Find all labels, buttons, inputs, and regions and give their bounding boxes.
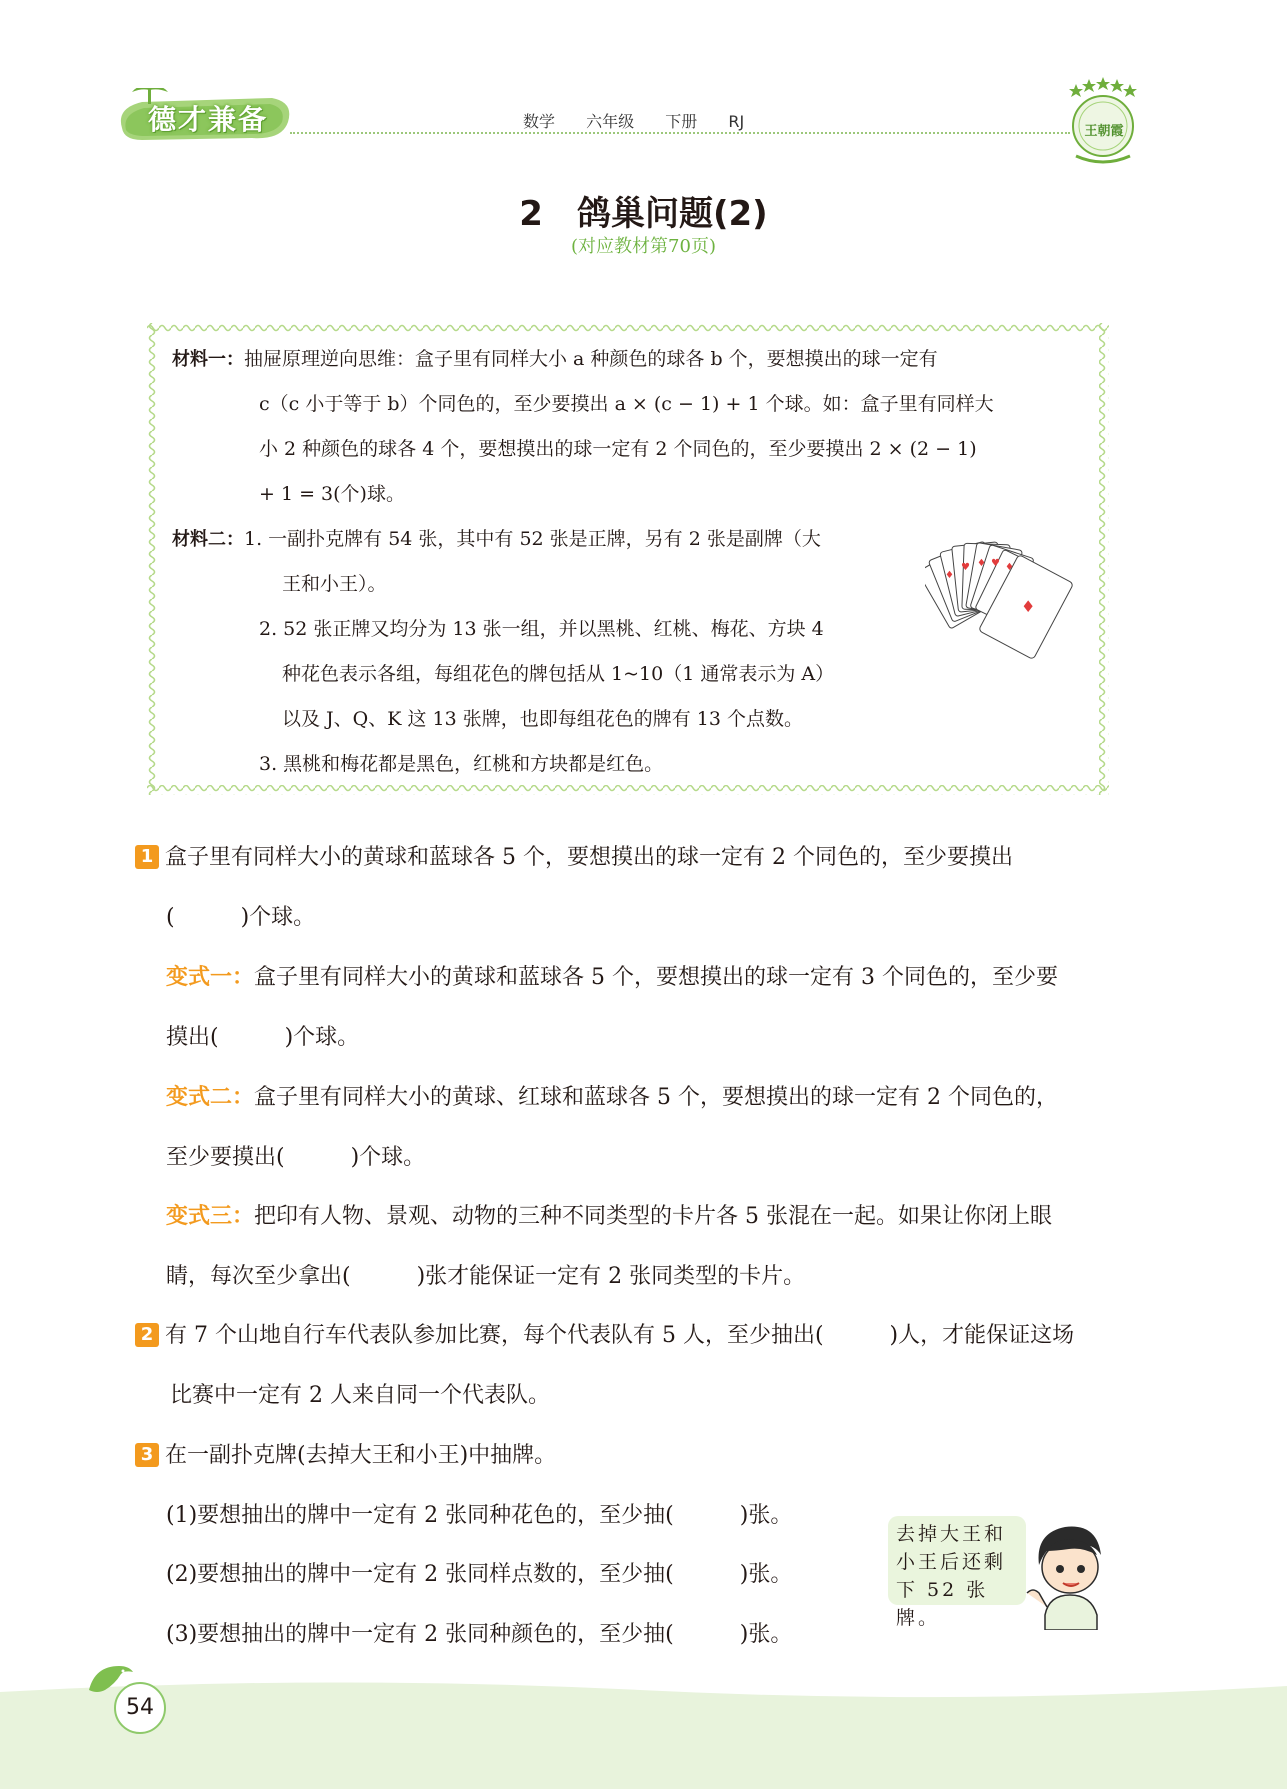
boy-illustration bbox=[1025, 1515, 1115, 1630]
question-number: 1 bbox=[135, 845, 159, 869]
question-3-text: 在一副扑克牌(去掉大王和小王)中抽牌。 bbox=[165, 1443, 557, 1468]
footer-wave bbox=[0, 1680, 1287, 1789]
variant-1-label: 变式一： bbox=[166, 965, 255, 990]
question-1 bbox=[135, 840, 1013, 871]
page-number: 54 bbox=[114, 1682, 166, 1734]
svg-text:♦: ♦ bbox=[977, 558, 986, 569]
svg-text:♥: ♥ bbox=[961, 562, 970, 573]
question-3-part-3[interactable]: (3)要想抽出的牌中一定有 2 张同种颜色的，至少抽( )张。 bbox=[166, 1622, 793, 1647]
variant-2-answer-line[interactable]: 至少要摸出( )个球。 bbox=[166, 1145, 426, 1170]
question-3 bbox=[135, 1438, 556, 1469]
material-1-line: 抽屉原理逆向思维：盒子里有同样大小 a 种颜色的球各 b 个，要想摸出的球一定有 bbox=[244, 348, 938, 370]
variant-3-label: 变式三： bbox=[166, 1204, 255, 1229]
question-2-line-2: 比赛中一定有 2 人来自同一个代表队。 bbox=[170, 1383, 550, 1408]
material-2-line: 以及 J、Q、K 这 13 张牌，也即每组花色的牌有 13 个点数。 bbox=[282, 708, 803, 730]
material-2-line: 1. 一副扑克牌有 54 张，其中有 52 张是正牌，另有 2 张是副牌（大 bbox=[244, 528, 821, 550]
svg-text:♦: ♦ bbox=[945, 570, 954, 581]
header-edition: RJ bbox=[728, 112, 745, 131]
material-2-line: 3. 黑桃和梅花都是黑色，红桃和方块都是红色。 bbox=[259, 753, 664, 775]
question-3-part-2[interactable]: (2)要想抽出的牌中一定有 2 张同样点数的，至少抽( )张。 bbox=[166, 1562, 793, 1587]
material-2-line: 王和小王）。 bbox=[282, 573, 387, 595]
variant-2-text: 盒子里有同样大小的黄球、红球和蓝球各 5 个，要想摸出的球一定有 2 个同色的， bbox=[254, 1085, 1058, 1110]
question-1-answer-line[interactable]: ( )个球。 bbox=[166, 905, 316, 930]
question-number: 2 bbox=[135, 1323, 159, 1347]
question-2-text[interactable]: 有 7 个山地自行车代表队参加比赛，每个代表队有 5 人，至少抽出( )人，才能保证这场 bbox=[165, 1323, 1075, 1348]
variant-3-text: 把印有人物、景观、动物的三种不同类型的卡片各 5 张混在一起。如果让你闭上眼 bbox=[254, 1204, 1053, 1229]
variant-2 bbox=[166, 1080, 1058, 1111]
question-number: 3 bbox=[135, 1443, 159, 1467]
variant-3-answer-line[interactable]: 睛，每次至少拿出( )张才能保证一定有 2 张同类型的卡片。 bbox=[166, 1264, 806, 1289]
material-2-line: 2. 52 张正牌又均分为 13 张一组，并以黑桃、红桃、梅花、方块 4 bbox=[259, 618, 824, 640]
material-1-label: 材料一： bbox=[172, 349, 244, 370]
speech-bubble-text bbox=[896, 1520, 1022, 1632]
variant-1-text: 盒子里有同样大小的黄球和蓝球各 5 个，要想摸出的球一定有 3 个同色的，至少要 bbox=[254, 965, 1058, 990]
variant-1-answer-line[interactable]: 摸出( )个球。 bbox=[166, 1025, 360, 1050]
material-1-line: c（c 小于等于 b）个同色的，至少要摸出 a × (c − 1) + 1 个球。如：盒子里有同样大 bbox=[259, 393, 994, 415]
seal-text: 王朝霞 bbox=[1084, 124, 1124, 139]
material-1-line: 小 2 种颜色的球各 4 个，要想摸出的球一定有 2 个同色的，至少要摸出 2 × (2 − 1) bbox=[259, 438, 977, 460]
material-2-line: 种花色表示各组，每组花色的牌包括从 1~10（1 通常表示为 A） bbox=[282, 663, 835, 685]
material-2 bbox=[172, 517, 821, 562]
logo-text: 德才兼备 bbox=[148, 103, 269, 136]
svg-text:♦: ♦ bbox=[1021, 597, 1036, 616]
header-grade: 六年级 bbox=[586, 112, 635, 131]
variant-3 bbox=[166, 1199, 1052, 1230]
bubble-line: 小王后还剩 bbox=[896, 1551, 1007, 1573]
variant-1 bbox=[166, 960, 1058, 991]
page-subtitle: (对应教材第70页) bbox=[571, 236, 716, 257]
bubble-line: 下 52 张牌。 bbox=[896, 1579, 989, 1629]
variant-2-label: 变式二： bbox=[166, 1085, 255, 1110]
question-2 bbox=[135, 1318, 1074, 1349]
header-info bbox=[523, 109, 762, 132]
bubble-line: 去掉大王和 bbox=[896, 1523, 1007, 1545]
playing-cards-image bbox=[925, 528, 1090, 660]
material-1 bbox=[172, 337, 938, 382]
header-subject: 数学 bbox=[523, 112, 556, 131]
material-2-label: 材料二： bbox=[172, 529, 244, 550]
question-1-text: 盒子里有同样大小的黄球和蓝球各 5 个，要想摸出的球一定有 2 个同色的，至少要摸出 bbox=[165, 845, 1013, 870]
material-1-line: + 1 = 3(个)球。 bbox=[259, 483, 405, 505]
svg-text:♦: ♦ bbox=[1005, 562, 1014, 573]
header-volume: 下册 bbox=[665, 112, 698, 131]
question-3-part-1[interactable]: (1)要想抽出的牌中一定有 2 张同种花色的，至少抽( )张。 bbox=[166, 1503, 793, 1528]
header-divider bbox=[290, 132, 1070, 134]
page-title: 2 鸽巢问题(2) bbox=[519, 194, 768, 234]
svg-text:♥: ♥ bbox=[991, 558, 1000, 569]
